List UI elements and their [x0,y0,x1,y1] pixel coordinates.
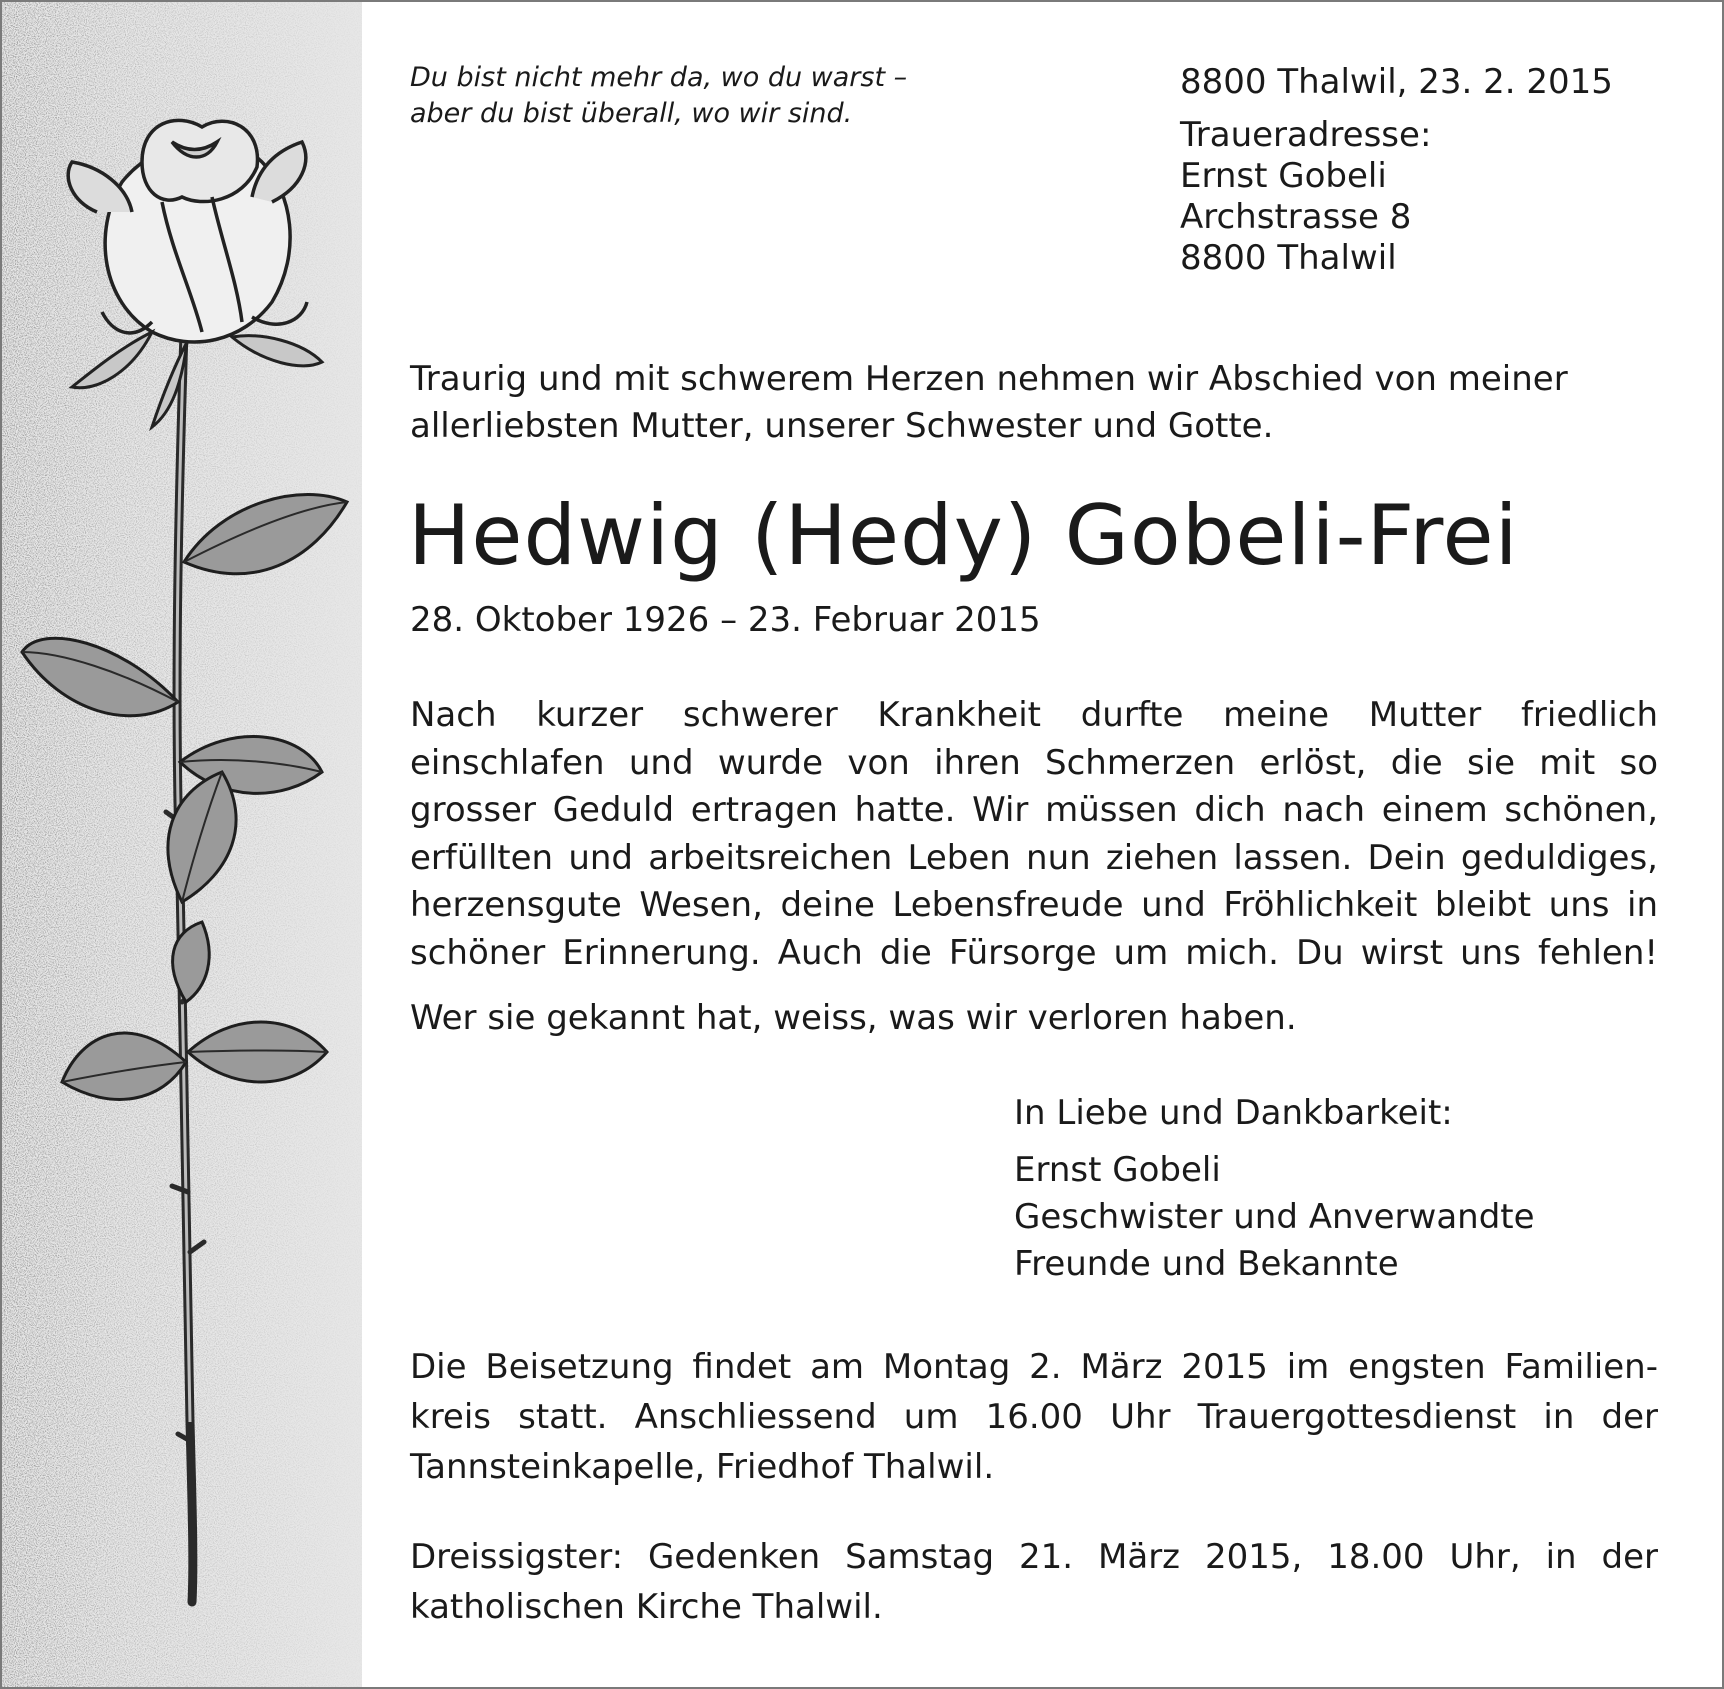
life-dates: 28. Oktober 1926 – 23. Februar 2015 [410,600,1041,640]
signatories [1014,1090,1535,1288]
signatory: Ernst Gobeli [1014,1150,1221,1190]
closing-line: Wer sie gekannt hat, weiss, was wir verloren haben. [410,998,1297,1038]
body-line: einschlafen und wurde von ihren Schmerzen erlöst, die sie mit so [410,742,1658,783]
burial-line: Die Beisetzung findet am Montag 2. März 2015 im engsten Familien- [410,1347,1658,1387]
address-heading: Traueradresse: [1180,115,1432,155]
address-street: Archstrasse 8 [1180,197,1412,237]
rose-illustration [2,2,362,1687]
signatory: Geschwister und Anverwandte [1014,1197,1535,1237]
body-line: Nach kurzer schwerer Krankheit durfte meine Mutter friedlich [410,695,1658,735]
memorial-notice [410,1532,1658,1632]
body-line: schöner Erinnerung. Auch die Fürsorge um mich. Du wirst uns fehlen! [410,932,1658,973]
place-date: 8800 Thalwil, 23. 2. 2015 [1180,62,1613,102]
burial-notice [410,1342,1658,1492]
body-line: grosser Geduld ertragen hatte. Wir müssen dich nach einem schönen, [410,790,1658,830]
motto-line: aber du bist überall, wo wir sind. [410,98,853,129]
burial-line: Tannsteinkapelle, Friedhof Thalwil. [410,1447,995,1487]
motto-line: Du bist nicht mehr da, wo du warst – [410,62,908,93]
body-line: herzensgute Wesen, deine Lebensfreude und Fröhlichkeit bleibt uns in [410,885,1658,925]
motto [410,60,907,132]
deceased-name: Hedwig (Hedy) Gobeli-Frei [408,487,1519,584]
address-name: Ernst Gobeli [1180,156,1387,196]
signatory: Freunde und Bekannte [1014,1244,1399,1284]
intro-text [410,356,1568,450]
address-city: 8800 Thalwil [1180,238,1397,278]
body-line: erfüllten und arbeitsreichen Leben nun ziehen lassen. Dein geduldiges, [410,837,1658,878]
obituary-body [410,692,1658,977]
signatories-heading: In Liebe und Dankbarkeit: [1014,1093,1453,1133]
memorial-line: katholischen Kirche Thalwil. [410,1587,883,1627]
mourning-address [1180,62,1613,279]
memorial-line: Dreissigster: Gedenken Samstag 21. März 2015, 18.00 Uhr, in der [410,1537,1658,1577]
intro-line: allerliebsten Mutter, unserer Schwester und Gotte. [410,406,1274,446]
rose-illustration-panel [2,2,362,1687]
burial-line: kreis statt. Anschliessend um 16.00 Uhr Trauergottesdienst in der [410,1397,1658,1437]
intro-line: Traurig und mit schwerem Herzen nehmen wir Abschied von meiner [410,359,1568,399]
